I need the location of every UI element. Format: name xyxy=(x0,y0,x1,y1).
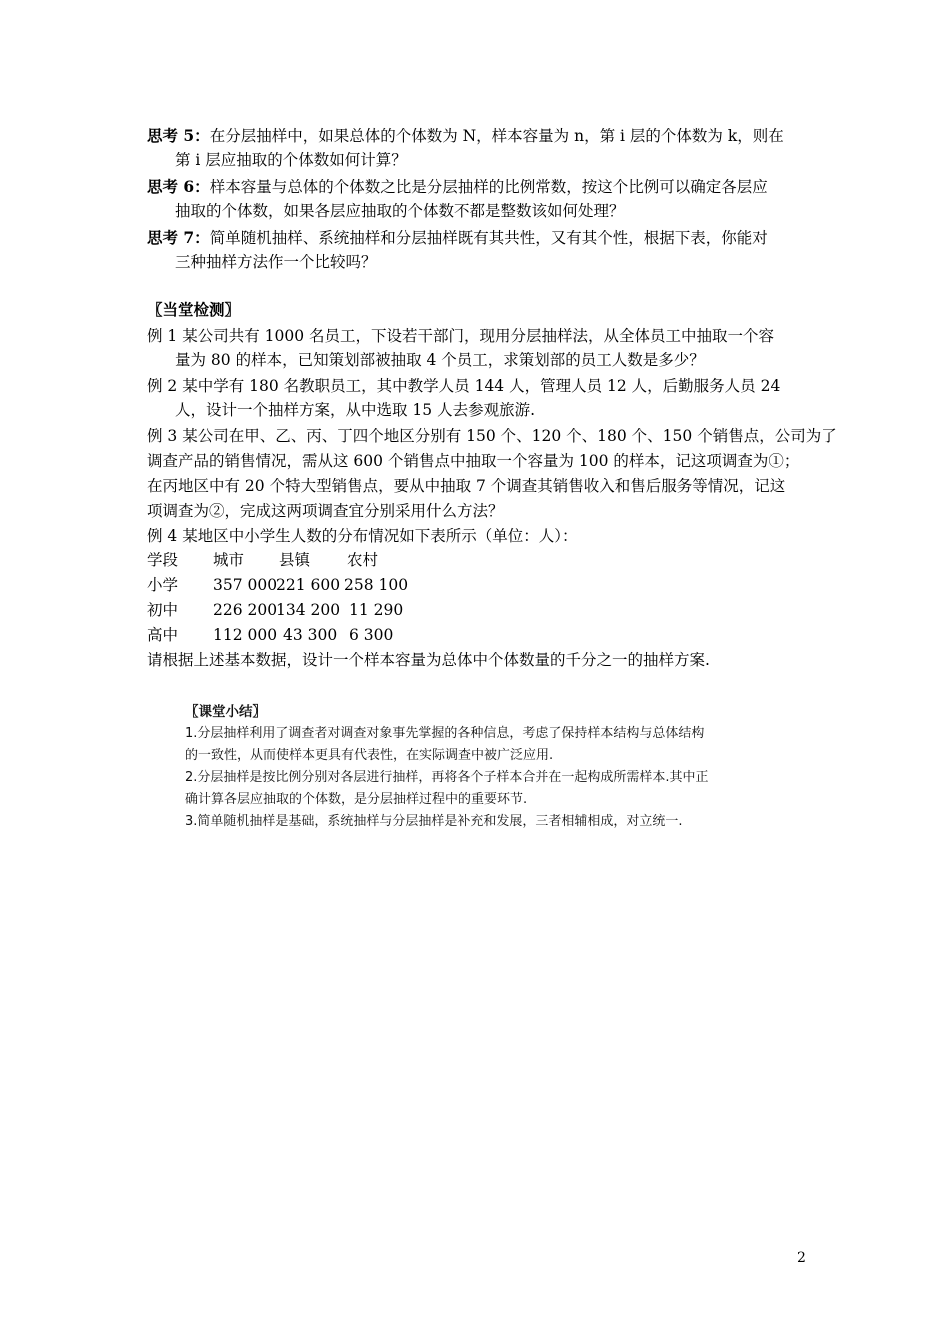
think-7-text: 简单随机抽样、系统抽样和分层抽样既有其共性，又有其个性，根据下表，你能对 xyxy=(209,229,768,247)
summary-line-2: 的一致性，从而使样本更具有代表性，在实际调查中被广泛应用. xyxy=(185,748,554,763)
think-5-text: 在分层抽样中，如果总体的个体数为 N，样本容量为 n，第 i 层的个体数为 k，则在 xyxy=(209,127,784,145)
example-4-intro: 例 4 某地区中小学生人数的分布情况如下表所示（单位：人）： xyxy=(147,527,578,545)
table-cell: 小学 xyxy=(147,576,179,594)
think-6-line-2: 抽取的个体数，如果各层应抽取的个体数不都是整数该如何处理？ xyxy=(175,202,625,220)
section-title: 〖当堂检测〗 xyxy=(147,300,241,319)
table-cell: 初中 xyxy=(147,601,179,619)
think-6-text: 样本容量与总体的个体数之比是分层抽样的比例常数，按这个比例可以确定各层应 xyxy=(209,178,768,196)
example-2-line-1: 例 2 某中学有 180 名教职员工，其中教学人员 144 人，管理人员 12 人，后勤服务人员 24 xyxy=(147,377,781,395)
table-cell: 11 290 xyxy=(349,601,404,619)
table-cell: 43 300 xyxy=(283,626,338,644)
think-7-label: 思考 7： xyxy=(147,228,210,247)
summary-title: 〖课堂小结〗 xyxy=(185,704,266,720)
table-header-cell: 县镇 xyxy=(279,551,311,569)
think-5-line-2: 第 i 层应抽取的个体数如何计算？ xyxy=(175,151,407,169)
table-cell: 221 600 xyxy=(276,576,341,594)
table-cell: 226 200 xyxy=(213,601,278,619)
example-3-line-2: 调查产品的销售情况，需从这 600 个销售点中抽取一个容量为 100 的样本，记这项调查为①； xyxy=(147,452,800,470)
think-7-line-2: 三种抽样方法作一个比较吗？ xyxy=(175,253,377,271)
example-1-line-1: 例 1 某公司共有 1000 名员工，下设若干部门，现用分层抽样法，从全体员工中抽取一个容 xyxy=(147,327,775,345)
table-header-cell: 学段 xyxy=(147,551,179,569)
example-3-line-1: 例 3 某公司在甲、乙、丙、丁四个地区分别有 150 个、120 个、180 个、150 个销售点，公司为了 xyxy=(147,427,837,445)
example-1-line-2: 量为 80 的样本，已知策划部被抽取 4 个员工，求策划部的员工人数是多少？ xyxy=(175,351,705,369)
example-2-line-2: 人，设计一个抽样方案，从中选取 15 人去参观旅游. xyxy=(175,401,536,419)
example-3-line-4: 项调查为②，完成这两项调查宜分别采用什么方法？ xyxy=(147,502,504,520)
summary-line-5: 3.简单随机抽样是基础，系统抽样与分层抽样是补充和发展，三者相辅相成，对立统一. xyxy=(185,814,683,829)
think-5-line-1 xyxy=(147,124,784,148)
table-cell: 357 000 xyxy=(213,576,278,594)
think-7-line-1 xyxy=(147,226,768,250)
summary-line-4: 确计算各层应抽取的个体数，是分层抽样过程中的重要环节. xyxy=(185,792,528,807)
summary-line-1: 1.分层抽样利用了调查者对调查对象事先掌握的各种信息，考虑了保持样本结构与总体结构 xyxy=(185,726,705,741)
example-3-line-3: 在丙地区中有 20 个特大型销售点，要从中抽取 7 个调查其销售收入和售后服务等情况，记这 xyxy=(147,477,786,495)
think-5-label: 思考 5： xyxy=(147,126,210,145)
think-6-label: 思考 6： xyxy=(147,177,210,196)
table-cell: 6 300 xyxy=(349,626,394,644)
page-number: 2 xyxy=(797,1250,806,1266)
table-cell: 112 000 xyxy=(213,626,278,644)
example-4-question: 请根据上述基本数据，设计一个样本容量为总体中个体数量的千分之一的抽样方案. xyxy=(147,651,710,669)
think-6-line-1 xyxy=(147,175,768,199)
table-header-cell: 农村 xyxy=(347,551,379,569)
table-header-cell: 城市 xyxy=(213,551,245,569)
summary-line-3: 2.分层抽样是按比例分别对各层进行抽样，再将各个子样本合并在一起构成所需样本.其中正 xyxy=(185,770,709,785)
table-cell: 134 200 xyxy=(276,601,341,619)
table-cell: 高中 xyxy=(147,626,179,644)
table-cell: 258 100 xyxy=(344,576,409,594)
